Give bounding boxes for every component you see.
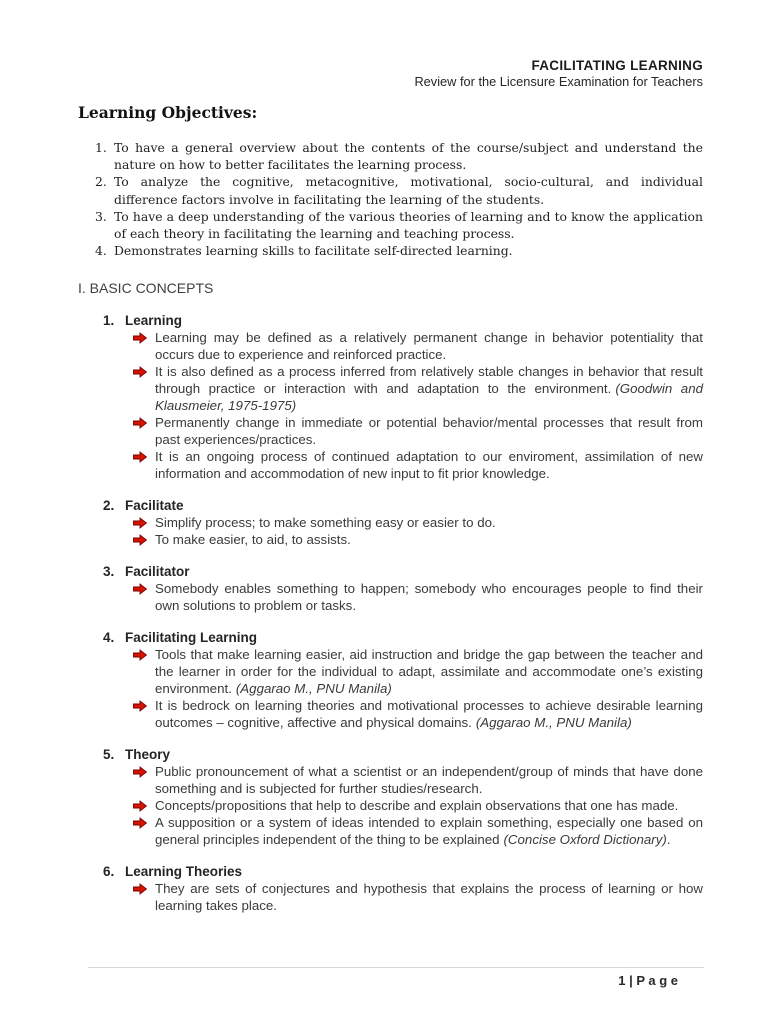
objectives-list — [95, 139, 703, 259]
red-arrow-bullet-icon — [133, 880, 155, 914]
objective-text: To have a general overview about the contents of the course/subject and understand the nature on how to better facilitates the learning process. — [114, 140, 703, 173]
bullet-text — [155, 448, 703, 482]
bullet-text — [155, 580, 703, 614]
bullet-body: Concepts/propositions that help to describe and explain observations that one has made. — [155, 798, 679, 814]
objectives-heading: Learning Objectives: — [78, 103, 258, 122]
bullet-text — [155, 514, 703, 531]
objective-number: 1. — [95, 140, 107, 155]
bullet-body: It is also defined as a process inferred from relatively stable changes in behavior that result through practice or interaction with and adaptation to the environment. — [155, 364, 703, 397]
red-arrow-bullet-icon — [133, 414, 155, 448]
concept-number: 1. — [103, 313, 115, 329]
bullet-text — [155, 646, 703, 697]
concept-facilitate — [78, 497, 703, 548]
red-arrow-bullet-icon — [133, 697, 155, 731]
bullet-body: It is an ongoing process of continued adaptation to our enviroment, assimilation of new information and accommodation of new input to fit prior knowledge. — [155, 449, 703, 482]
bullet-body: They are sets of conjectures and hypothesis that explains the process of learning or how learning takes place. — [155, 881, 703, 914]
red-arrow-bullet-icon — [133, 797, 155, 814]
bullet-text — [155, 763, 703, 797]
bullet-text — [155, 814, 703, 848]
bullet-text — [155, 363, 703, 414]
section-heading-basic-concepts: I. BASIC CONCEPTS — [78, 280, 214, 297]
concept-title: Facilitate — [125, 498, 184, 514]
list-item — [95, 173, 703, 207]
objective-text: To have a deep understanding of the various theories of learning and to know the application of each theory in facilitating the learning and teaching process. — [114, 208, 703, 242]
concept-heading — [103, 746, 703, 763]
bullet-citation: (Goodwin and Klausmeier, 1975-1975) — [155, 381, 703, 414]
concept-title: Learning — [125, 313, 183, 329]
red-arrow-bullet-icon — [133, 363, 155, 414]
objective-number: 2. — [95, 174, 107, 190]
concept-number: 6. — [103, 864, 115, 880]
concept-number: 4. — [103, 630, 115, 646]
bullet-text — [155, 797, 703, 814]
concept-heading — [103, 312, 703, 329]
red-arrow-bullet-icon — [133, 580, 155, 614]
list-item — [133, 514, 703, 531]
objective-number: 4. — [95, 243, 107, 259]
red-arrow-bullet-icon — [133, 531, 155, 548]
concept-title: Learning Theories — [125, 864, 243, 880]
list-item — [95, 139, 703, 173]
list-item — [133, 814, 703, 848]
objective-text: Demonstrates learning skills to facilitate self-directed learning. — [114, 243, 513, 259]
red-arrow-bullet-icon — [133, 763, 155, 797]
concept-facilitating-learning — [78, 629, 703, 731]
document-header — [78, 57, 703, 89]
concept-number: 2. — [103, 498, 115, 514]
bullet-body: Learning may be defined as a relatively permanent change in behavior potentiality that occurs due to experience and reinforced practice. — [155, 330, 703, 363]
bullet-text — [155, 531, 703, 548]
concept-heading — [103, 629, 703, 646]
concept-title: Facilitator — [125, 564, 190, 580]
list-item — [133, 448, 703, 482]
list-item — [133, 414, 703, 448]
list-item — [95, 208, 703, 242]
doc-title: FACILITATING LEARNING — [531, 58, 703, 73]
list-item — [133, 763, 703, 797]
red-arrow-bullet-icon — [133, 814, 155, 848]
bullet-text — [155, 329, 703, 363]
list-item — [133, 880, 703, 914]
list-item — [133, 697, 703, 731]
bullet-citation: (Concise Oxford Dictionary) — [503, 832, 667, 848]
bullet-tail: . — [666, 832, 671, 848]
concept-learning-theories — [78, 863, 703, 914]
red-arrow-bullet-icon — [133, 646, 155, 697]
objective-text: To analyze the cognitive, metacognitive, motivational, socio-cultural, and individual difference factors involve in facilitating the learning of the students. — [114, 174, 703, 207]
red-arrow-bullet-icon — [133, 329, 155, 363]
page-number: 1 | P a g e — [618, 973, 678, 988]
doc-subtitle: Review for the Licensure Examination for Teachers — [414, 74, 703, 89]
concept-heading — [103, 863, 703, 880]
list-item — [133, 531, 703, 548]
bullet-body: A supposition or a system of ideas intended to explain something, especially one based on general principles independent of the thing to be explained — [155, 815, 703, 848]
bullet-text — [155, 880, 703, 914]
bullet-citation: (Aggarao M., PNU Manila) — [235, 681, 392, 697]
bullet-text — [155, 414, 703, 448]
concept-title: Theory — [125, 747, 171, 763]
bullet-citation: (Aggarao M., PNU Manila) — [475, 715, 632, 731]
list-item — [133, 363, 703, 414]
red-arrow-bullet-icon — [133, 448, 155, 482]
concept-number: 3. — [103, 564, 115, 580]
concept-heading — [103, 563, 703, 580]
list-item — [133, 797, 703, 814]
red-arrow-bullet-icon — [133, 514, 155, 531]
concept-theory — [78, 746, 703, 848]
bullet-text — [155, 697, 703, 731]
bullet-body: Tools that make learning easier, aid instruction and bridge the gap between the teacher and the learner in order for the individual to adapt, assimilate and accommodate one’s existing environment. — [155, 647, 703, 697]
bullet-body: Public pronouncement of what a scientist or an independent/group of minds that have done something and is subjected for further studies/research. — [155, 764, 703, 797]
bullet-body: It is bedrock on learning theories and motivational processes to achieve desirable learning outcomes – cognitive, affective and physical domains. — [155, 698, 703, 731]
concept-title: Facilitating Learning — [125, 630, 258, 646]
objective-number: 3. — [95, 208, 107, 224]
concept-number: 5. — [103, 747, 115, 763]
concept-heading — [103, 497, 703, 514]
list-item — [95, 242, 703, 259]
concept-learning — [78, 312, 703, 482]
list-item — [133, 646, 703, 697]
bullet-body: Simplify process; to make something easy or easier to do. — [155, 515, 496, 531]
footer-divider — [88, 967, 704, 968]
bullet-body: To make easier, to aid, to assists. — [155, 532, 351, 548]
concept-facilitator — [78, 563, 703, 614]
list-item — [133, 329, 703, 363]
list-item — [133, 580, 703, 614]
bullet-body: Permanently change in immediate or potential behavior/mental processes that result from past experiences/practices. — [155, 415, 703, 448]
bullet-body: Somebody enables something to happen; somebody who encourages people to find their own solutions to problem or tasks. — [155, 581, 703, 614]
